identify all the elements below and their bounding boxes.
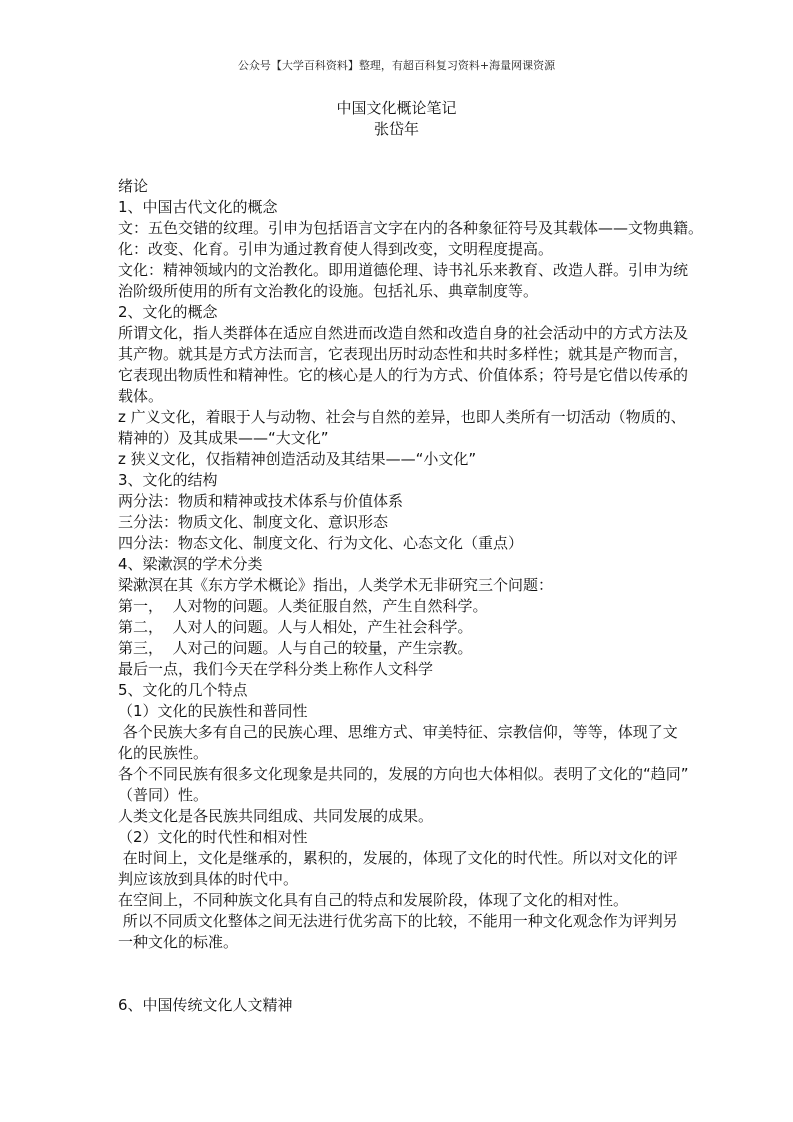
text-line: （2）文化的时代性和相对性: [118, 828, 308, 846]
text-line: 四分法：物态文化、制度文化、行为文化、心态文化（重点）: [118, 534, 524, 552]
text-line: 第二， 人对人的问题。人与人相处，产生社会科学。: [118, 618, 473, 636]
text-line: 第三， 人对己的问题。人与自己的较量，产生宗教。: [118, 639, 473, 657]
text-line: （普同）性。: [118, 786, 209, 804]
text-line: 各个民族大多有自己的民族心理、思维方式、审美特征、宗教信仰，等等，体现了文: [118, 723, 678, 741]
header-note: 公众号【大学百科资料】整理，有超百科复习资料+海量网课资源: [237, 59, 556, 72]
text-line: 3、文化的结构: [118, 471, 218, 489]
text-line: 文化：精神领域内的文治教化。即用道德伦理、诗书礼乐来教育、改造人群。引申为统: [118, 261, 689, 279]
section-heading: 6、中国传统文化人文精神: [118, 996, 293, 1014]
text-line: 它表现出物质性和精神性。它的核心是人的行为方式、价值体系；符号是它借以传承的: [118, 366, 689, 384]
text-line: 第一， 人对物的问题。人类征服自然，产生自然科学。: [118, 597, 488, 615]
text-line: 1、中国古代文化的概念: [118, 198, 278, 216]
text-line: 5、文化的几个特点: [118, 681, 248, 699]
text-line: z 狭义文化，仅指精神创造活动及其结果——“小文化”: [118, 450, 477, 468]
text-line: 判应该放到具体的时代中。: [118, 870, 299, 888]
text-line: 4、梁漱溟的学术分类: [118, 555, 263, 573]
text-line: 人类文化是各民族共同组成、共同发展的成果。: [118, 807, 434, 825]
text-line: 载体。: [118, 387, 164, 405]
text-line: 所谓文化，指人类群体在适应自然进而改造自然和改造自身的社会活动中的方式方法及: [118, 324, 689, 342]
text-line: 各个不同民族有很多文化现象是共同的，发展的方向也大体相似。表明了文化的“趋同”: [118, 765, 689, 783]
text-line: 最后一点，我们今天在学科分类上称作人文科学: [118, 660, 434, 678]
document-title: 中国文化概论笔记: [336, 99, 457, 117]
text-line: 治阶级所使用的所有文治教化的设施。包括礼乐、典章制度等。: [118, 282, 539, 300]
text-line: 化：改变、化育。引申为通过教育使人得到改变，文明程度提高。: [118, 240, 554, 258]
text-line: 梁漱溟在其《东方学术概论》指出，人类学术无非研究三个问题：: [118, 576, 554, 594]
text-line: 精神的）及其成果——“大文化”: [118, 429, 329, 447]
text-line: 2、文化的概念: [118, 303, 218, 321]
blank-space: [118, 953, 698, 995]
text-line: 三分法：物质文化、制度文化、意识形态: [118, 513, 389, 531]
document-author: 张岱年: [373, 120, 419, 138]
text-line: 在时间上，文化是继承的，累积的，发展的，体现了文化的时代性。所以对文化的评: [118, 849, 678, 867]
text-line: 所以不同质文化整体之间无法进行优劣高下的比较，不能用一种文化观念作为评判另: [118, 912, 678, 930]
text-line: 化的民族性。: [118, 744, 209, 762]
text-line: 在空间上，不同种族文化具有自己的特点和发展阶段，体现了文化的相对性。: [118, 891, 629, 909]
document-body: [118, 176, 704, 1016]
text-line: 其产物。就其是方式方法而言，它表现出历时动态性和共时多样性；就其是产物而言，: [118, 345, 689, 363]
body-lines: [118, 176, 704, 953]
text-line: 绪论: [118, 177, 149, 195]
text-line: z 广义文化，着眼于人与动物、社会与自然的差异，也即人类所有一切活动（物质的、: [118, 408, 686, 426]
text-line: 文：五色交错的纹理。引申为包括语言文字在内的各种象征符号及其载体——文物典籍。: [118, 219, 704, 237]
text-line: 一种文化的标准。: [118, 933, 239, 951]
text-line: （1）文化的民族性和普同性: [118, 702, 308, 720]
text-line: 两分法：物质和精神或技术体系与价值体系: [118, 492, 404, 510]
